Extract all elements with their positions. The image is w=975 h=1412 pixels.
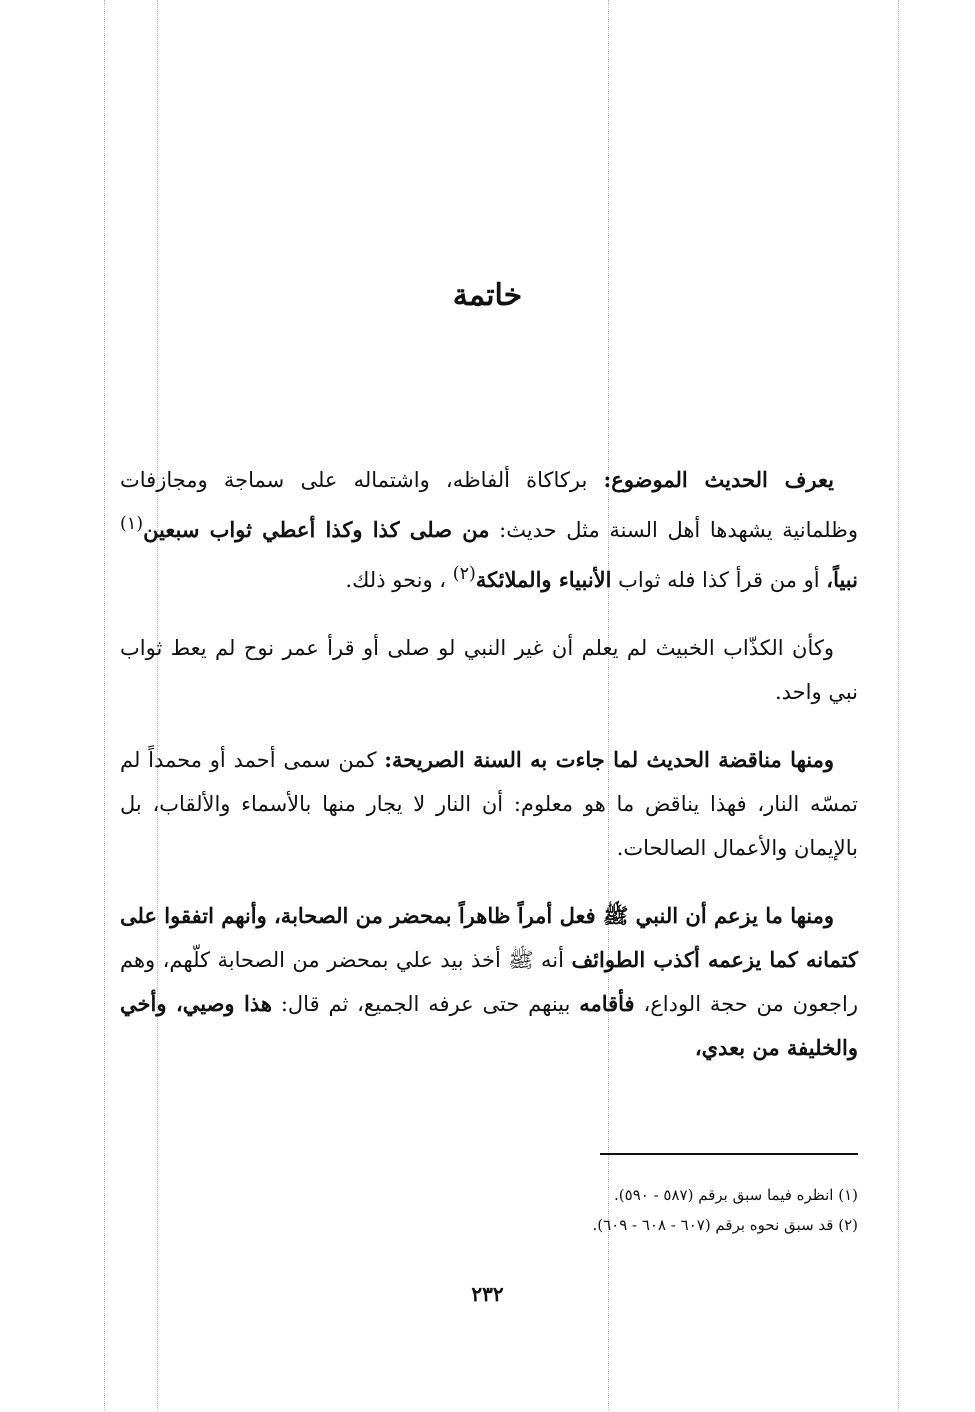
footnote-ref-2: (٢) — [452, 564, 476, 584]
guide-line — [898, 0, 899, 1412]
bold-phrase: من صلى كذا وكذا أعطي ثواب سبعين — [143, 517, 490, 542]
bold-phrase: ومنها مناقضة الحديث لما جاءت به السنة الصريحة: — [384, 747, 834, 772]
text: كمن سمى أحمد أو محمداً لم تمسّه النار، فهذا يناقض ما هو معلوم: أن النار لا يجار منها بالأسماء والألقاب، بل بالإيمان والأعمال الصالحات. — [120, 748, 858, 860]
page-title: خاتمة — [452, 278, 523, 313]
bold-phrase: الأنبياء والملائكة — [475, 567, 612, 592]
guide-line — [104, 0, 105, 1412]
text: أو من قرأ كذا فله ثواب — [611, 568, 827, 592]
footnote-2: (٢) قد سبق نحوه برقم (٦٠٧ - ٦٠٨ - ٦٠٩). — [592, 1216, 858, 1234]
text: أنه ﷺ أخذ بيد علي بمحضر من الصحابة كلّهم، وهم راجعون من حجة الوداع، — [120, 948, 859, 1016]
paragraph-1 — [120, 458, 858, 602]
bold-phrase: ومنها ما يزعم أن النبي ﷺ فعل أمراً ظاهراً بمحضر من الصحابة، وأنهم اتفقوا على كتمانه كما يزعمه أكذب الطوائف — [120, 903, 858, 972]
footnote-divider — [600, 1153, 858, 1155]
body-text — [120, 458, 858, 1094]
bold-phrase: فأقامه — [579, 991, 635, 1016]
text: ، ونحو ذلك. — [345, 568, 453, 592]
bold-phrase: نبياً، — [826, 567, 858, 592]
text: بركاكاة ألفاظه، واشتماله على سماجة ومجازفات وظلمانية يشهدها أهل السنة مثل حديث: — [120, 468, 858, 542]
bold-phrase: يعرف الحديث الموضوع: — [603, 467, 834, 492]
paragraph-2: وكأن الكذّاب الخبيث لم يعلم أن غير النبي لو صلى أو قرأ عمر نوح لم يعط ثواب نبي واحد. — [120, 636, 858, 704]
page-number: ٢٣٢ — [471, 1282, 504, 1306]
bold-phrase: هذا وصيي، وأخي والخليفة من بعدي، — [120, 991, 858, 1060]
text: بينهم حتى عرفه الجميع، ثم قال: — [271, 992, 580, 1016]
footnote-ref-1: (١) — [120, 514, 144, 534]
paragraph-3 — [120, 738, 858, 870]
footnotes — [300, 1180, 858, 1240]
footnote-1: (١) انظره فيما سبق برقم (٥٨٧ - ٥٩٠). — [614, 1186, 858, 1204]
paragraph-4 — [120, 894, 858, 1070]
